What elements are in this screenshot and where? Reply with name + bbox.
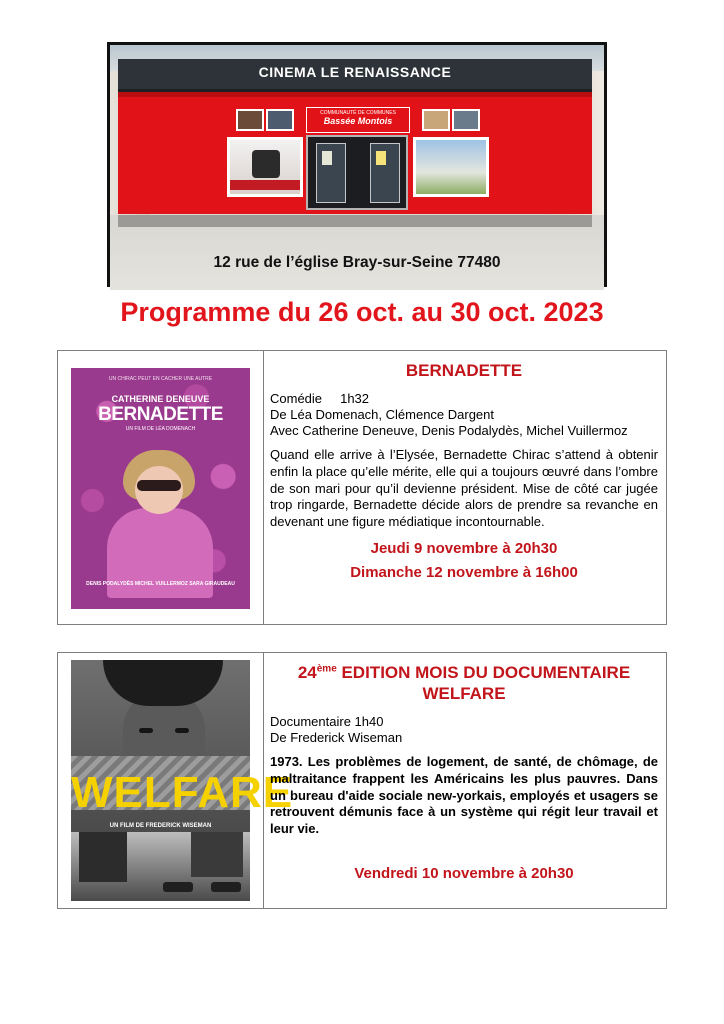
poster-tagline: UN CHIRAC PEUT EN CACHER UNE AUTRE — [108, 376, 213, 382]
edition-heading — [270, 662, 658, 683]
film-info — [270, 662, 658, 882]
film-cast: Avec Catherine Deneuve, Denis Podalydès, Michel Vuillermoz — [270, 423, 628, 438]
marquee — [118, 59, 592, 92]
film-director: De Léa Domenach, Clémence Dargent — [270, 407, 495, 422]
mini-poster — [452, 109, 480, 131]
bernadette-poster — [71, 368, 250, 609]
film-card-welfare — [57, 652, 667, 909]
film-info — [270, 360, 658, 581]
showtime: Vendredi 10 novembre à 20h30 — [354, 864, 574, 882]
poster-sunglasses — [137, 480, 181, 491]
poster-hat — [103, 660, 223, 706]
sign-line-2: Bassée Montois — [323, 116, 393, 126]
welfare-poster — [71, 660, 294, 901]
poster-actor: CATHERINE DENEUVE — [111, 394, 210, 404]
film-title: BERNADETTE — [405, 361, 523, 380]
poster-byline: UN FILM DE FREDERICK WISEMAN — [109, 823, 212, 829]
poster-credits: DENIS PODALYDÈS MICHEL VUILLERMOZ SARA GIRAUDEAU — [86, 581, 235, 587]
mini-poster — [422, 109, 450, 131]
showtime: Dimanche 12 novembre à 16h00 — [350, 563, 578, 581]
film-genre-duration: Comédie 1h32 — [270, 391, 370, 406]
sign-line-1: COMMUNAUTÉ DE COMMUNES — [320, 110, 396, 116]
cinema-address: 12 rue de l’église Bray-sur-Seine 77480 — [213, 254, 501, 271]
mini-poster — [266, 109, 294, 131]
facade-shadow — [118, 215, 592, 227]
showcase-poster-right — [413, 137, 489, 197]
edition-text: EDITION MOIS DU DOCUMENTAIRE — [336, 663, 631, 682]
cinema-facade-photo — [107, 42, 607, 287]
film-genre-duration: Documentaire 1h40 — [270, 714, 384, 729]
edition-number: 24 — [297, 663, 317, 682]
film-title: WELFARE — [422, 684, 506, 703]
film-card-bernadette — [57, 350, 667, 625]
showtime: Jeudi 9 novembre à 20h30 — [370, 539, 558, 557]
film-synopsis: Quand elle arrive à l’Elysée, Bernadette Chirac s’attend à obtenir enfin la place qu’elle mérite, elle qui a toujours œuvré dans l’ombre de son mari pour qu’il devienne président. Mise de côté car jugée trop ringarde, Bernadette décide alors de prendre sa revanche en devenant une figure médiatique incontournable. — [270, 447, 658, 530]
cinema-name: CINEMA LE RENAISSANCE — [258, 64, 452, 80]
column-divider — [263, 351, 264, 624]
program-title: Programme du 26 oct. au 30 oct. 2023 — [120, 297, 604, 327]
poster-title: WELFARE — [71, 768, 294, 817]
entrance-doors — [306, 135, 408, 210]
poster-title: BERNADETTE — [98, 404, 223, 425]
film-director: De Frederick Wiseman — [270, 730, 403, 745]
edition-suffix: ème — [316, 663, 337, 675]
mini-poster — [236, 109, 264, 131]
poster-byline: UN FILM DE LÉA DOMENACH — [125, 426, 196, 432]
showcase-poster-left — [227, 137, 303, 197]
film-synopsis: 1973. Les problèmes de logement, de santé, de chômage, de maltraitance frappent les Américains les plus pauvres. Dans un bureau d'aide sociale new-yorkais, employés et usagers se retrouvent démunis face à un système qui régit leur travail et leur vie. — [270, 754, 658, 837]
community-sign — [306, 107, 410, 133]
